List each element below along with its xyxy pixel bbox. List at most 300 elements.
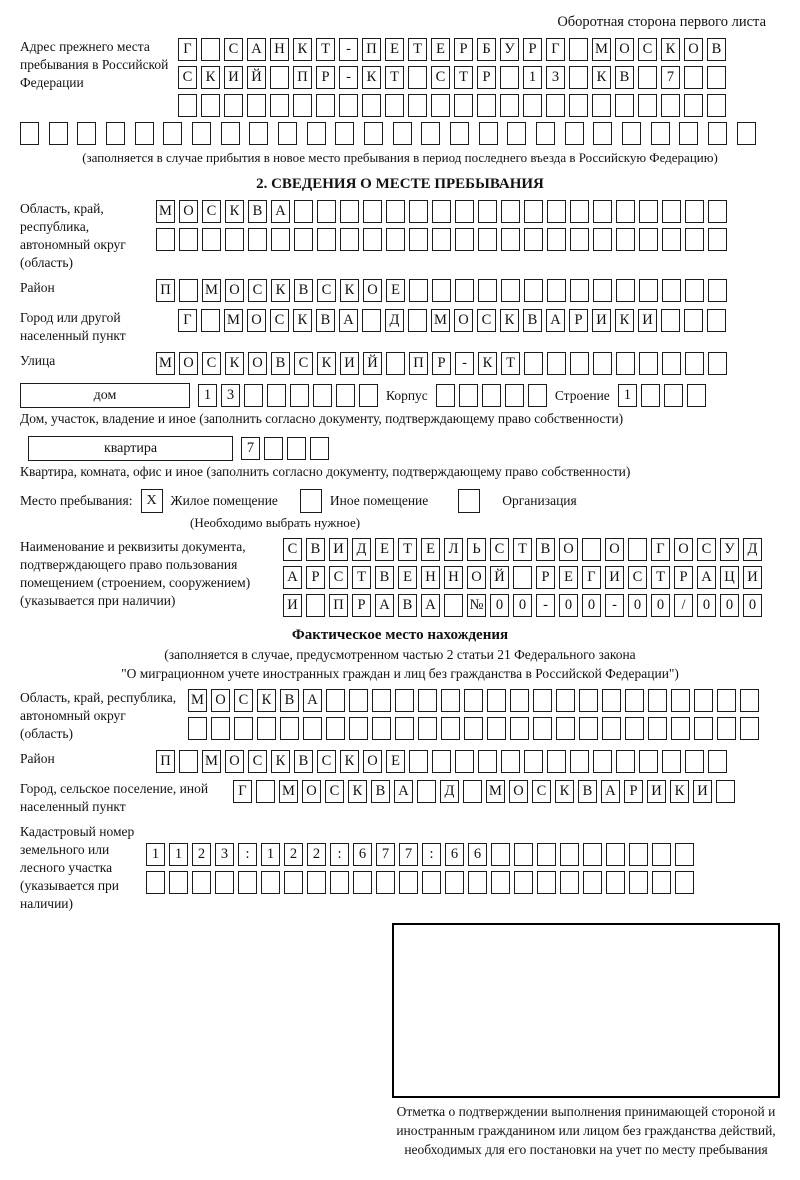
form-cell: С <box>638 38 657 61</box>
form-cell <box>340 200 359 223</box>
form-cell: С <box>248 279 267 302</box>
form-cell <box>192 122 211 145</box>
form-cell <box>615 94 634 117</box>
form-cell <box>306 594 325 617</box>
form-cell <box>524 200 543 223</box>
form-cell: И <box>693 780 712 803</box>
stay-type-label: Место пребывания: <box>20 493 133 508</box>
form-cell: С <box>628 566 647 589</box>
document-rows <box>283 538 762 617</box>
form-cell <box>179 228 198 251</box>
form-cell <box>707 309 726 332</box>
form-cell: В <box>615 66 634 89</box>
form-cell <box>570 200 589 223</box>
form-cell: 6 <box>468 843 487 866</box>
form-cell <box>221 122 240 145</box>
form-cell <box>335 122 354 145</box>
form-cell: И <box>340 352 359 375</box>
form-cell: О <box>454 309 473 332</box>
form-cell: 7 <box>241 437 260 460</box>
form-cell: К <box>661 38 680 61</box>
form-cell <box>257 717 276 740</box>
form-cell <box>675 871 694 894</box>
form-cell <box>441 689 460 712</box>
form-cell <box>708 750 727 773</box>
form-cell: Р <box>306 566 325 589</box>
form-cell <box>569 38 588 61</box>
actual-region-row-2 <box>188 717 759 740</box>
form-cell <box>307 871 326 894</box>
form-cell <box>432 279 451 302</box>
form-cell: 1 <box>523 66 542 89</box>
form-cell <box>135 122 154 145</box>
form-cell: 2 <box>284 843 303 866</box>
form-cell: Д <box>352 538 371 561</box>
document-label: Наименование и реквизиты документа, подтверждающего право пользования помещением (строением, сооружением) (указывается при наличии) <box>20 539 251 608</box>
form-cell: М <box>202 279 221 302</box>
form-cell <box>625 689 644 712</box>
form-cell <box>454 94 473 117</box>
form-cell: Г <box>233 780 252 803</box>
house-cells <box>198 384 378 407</box>
form-cell <box>278 122 297 145</box>
form-cell <box>501 279 520 302</box>
form-cell: С <box>202 352 221 375</box>
form-cell <box>20 122 39 145</box>
form-cell: С <box>294 352 313 375</box>
actual-district-block <box>20 750 780 773</box>
form-cell <box>707 94 726 117</box>
form-cell <box>408 66 427 89</box>
form-cell <box>432 200 451 223</box>
form-cell: 6 <box>353 843 372 866</box>
form-cell <box>708 352 727 375</box>
form-cell: А <box>283 566 302 589</box>
form-cell <box>340 228 359 251</box>
form-cell <box>238 871 257 894</box>
form-cell: А <box>697 566 716 589</box>
form-cell <box>418 717 437 740</box>
form-cell <box>455 279 474 302</box>
form-cell: Е <box>431 38 450 61</box>
apartment-cells <box>241 437 329 460</box>
form-cell: Р <box>674 566 693 589</box>
form-cell <box>501 228 520 251</box>
form-cell <box>487 689 506 712</box>
form-cell <box>294 200 313 223</box>
district-label: Район <box>20 280 55 295</box>
form-cell <box>359 384 378 407</box>
form-cell: Й <box>490 566 509 589</box>
form-cell: 0 <box>697 594 716 617</box>
form-cell <box>224 94 243 117</box>
form-cell <box>421 122 440 145</box>
form-cell: С <box>270 309 289 332</box>
form-cell: Т <box>454 66 473 89</box>
form-cell <box>684 94 703 117</box>
form-cell <box>639 279 658 302</box>
form-cell <box>524 750 543 773</box>
form-cell <box>528 384 547 407</box>
form-cell: М <box>592 38 611 61</box>
actual-city-label: Город, сельское поселение, иной населенный пункт <box>20 781 209 814</box>
form-cell <box>349 717 368 740</box>
actual-location-subtitle-2: "О миграционном учете иностранных граждан и лиц без гражданства в Российской Федерации") <box>121 666 679 681</box>
form-cell <box>639 352 658 375</box>
form-cell <box>293 94 312 117</box>
form-cell <box>500 94 519 117</box>
form-cell <box>537 843 556 866</box>
form-cell: О <box>467 566 486 589</box>
actual-city-block <box>20 780 780 816</box>
prev-address-row-4 <box>20 122 756 145</box>
house-row <box>20 383 780 408</box>
form-cell <box>501 750 520 773</box>
form-cell <box>178 94 197 117</box>
form-cell: А <box>375 594 394 617</box>
form-cell: С <box>283 538 302 561</box>
form-cell <box>510 689 529 712</box>
form-cell: 2 <box>307 843 326 866</box>
form-cell <box>408 309 427 332</box>
form-cell <box>225 228 244 251</box>
actual-district-label: Район <box>20 751 55 766</box>
form-cell <box>179 279 198 302</box>
form-cell: М <box>156 352 175 375</box>
actual-location-subtitle-1: (заполняется в случае, предусмотренном частью 2 статьи 21 Федерального закона <box>164 647 636 662</box>
form-cell <box>294 228 313 251</box>
form-cell: М <box>486 780 505 803</box>
region-row-1 <box>156 200 727 223</box>
form-cell: Й <box>363 352 382 375</box>
form-cell <box>569 66 588 89</box>
form-cell <box>249 122 268 145</box>
actual-region-label: Область, край, республика, автономный округ (область) <box>20 690 177 741</box>
form-cell <box>616 200 635 223</box>
street-label: Улица <box>20 353 56 368</box>
form-cell <box>363 200 382 223</box>
form-cell: И <box>638 309 657 332</box>
form-cell: Р <box>536 566 555 589</box>
form-cell <box>661 94 680 117</box>
form-cell <box>77 122 96 145</box>
form-cell <box>565 122 584 145</box>
form-cell: Р <box>569 309 588 332</box>
form-cell <box>491 871 510 894</box>
form-cell <box>570 352 589 375</box>
form-cell: О <box>363 750 382 773</box>
form-cell: В <box>375 566 394 589</box>
form-cell <box>393 122 412 145</box>
form-cell <box>163 122 182 145</box>
apartment-caption: Квартира, комната, офис и иное (заполнить согласно документу, подтверждающему право собственности) <box>20 464 631 479</box>
form-cell: К <box>478 352 497 375</box>
form-cell <box>536 122 555 145</box>
form-cell <box>399 871 418 894</box>
form-cell: Е <box>559 566 578 589</box>
form-cell <box>500 66 519 89</box>
form-cell: 3 <box>221 384 240 407</box>
form-cell <box>215 871 234 894</box>
form-cell: 7 <box>376 843 395 866</box>
form-cell <box>156 228 175 251</box>
form-cell: К <box>293 38 312 61</box>
form-cell <box>455 750 474 773</box>
form-cell: Г <box>651 538 670 561</box>
section2-title: 2. СВЕДЕНИЯ О МЕСТЕ ПРЕБЫВАНИЯ <box>256 176 544 192</box>
actual-location-title: Фактическое место нахождения <box>291 627 509 643</box>
form-cell <box>336 384 355 407</box>
cadastral-block <box>20 823 780 913</box>
form-cell <box>533 717 552 740</box>
form-cell <box>593 122 612 145</box>
form-cell: Г <box>178 38 197 61</box>
form-cell <box>409 228 428 251</box>
korpus-label: Корпус <box>386 387 428 403</box>
form-cell <box>395 689 414 712</box>
form-cell: Ц <box>720 566 739 589</box>
form-cell: А <box>394 780 413 803</box>
document-block <box>20 538 780 617</box>
form-cell: Р <box>352 594 371 617</box>
form-cell <box>684 66 703 89</box>
form-cell <box>629 871 648 894</box>
form-cell: О <box>509 780 528 803</box>
form-cell: Ь <box>467 538 486 561</box>
form-cell <box>622 122 641 145</box>
form-cell <box>514 871 533 894</box>
form-cell <box>582 538 601 561</box>
form-cell <box>671 689 690 712</box>
form-cell <box>685 279 704 302</box>
form-cell: П <box>293 66 312 89</box>
form-cell: В <box>578 780 597 803</box>
form-cell <box>385 94 404 117</box>
form-cell <box>602 689 621 712</box>
form-cell: - <box>339 66 358 89</box>
form-cell <box>464 717 483 740</box>
form-cell <box>436 384 455 407</box>
header-note: Оборотная сторона первого листа <box>557 14 766 30</box>
form-cell <box>625 717 644 740</box>
form-cell <box>49 122 68 145</box>
form-cell: К <box>362 66 381 89</box>
form-cell <box>694 689 713 712</box>
form-cell <box>418 689 437 712</box>
form-cell: О <box>179 200 198 223</box>
form-cell: 0 <box>513 594 532 617</box>
form-cell <box>271 228 290 251</box>
form-cell <box>708 279 727 302</box>
form-cell <box>316 94 335 117</box>
form-cell <box>593 352 612 375</box>
form-cell: К <box>592 66 611 89</box>
form-cell <box>372 689 391 712</box>
form-cell: Н <box>270 38 289 61</box>
form-cell: Е <box>421 538 440 561</box>
actual-region-rows <box>188 689 759 743</box>
stroenie-label: Строение <box>554 387 610 403</box>
form-cell <box>662 352 681 375</box>
form-cell: К <box>500 309 519 332</box>
form-cell <box>662 279 681 302</box>
form-cell <box>708 122 727 145</box>
form-cell: - <box>339 38 358 61</box>
form-cell <box>450 122 469 145</box>
apartment-row <box>28 436 780 461</box>
city-label: Город или другой населенный пункт <box>20 310 126 343</box>
form-cell: К <box>293 309 312 332</box>
form-cell <box>514 843 533 866</box>
korpus-cells <box>436 384 547 407</box>
confirmation-block <box>392 923 780 1159</box>
form-cell: 3 <box>215 843 234 866</box>
form-cell: С <box>329 566 348 589</box>
district-block <box>20 279 780 302</box>
actual-district-row <box>156 750 727 773</box>
form-cell: С <box>248 750 267 773</box>
form-cell: К <box>340 279 359 302</box>
form-cell <box>303 717 322 740</box>
form-cell: О <box>248 352 267 375</box>
form-cell: 1 <box>261 843 280 866</box>
form-cell <box>707 66 726 89</box>
form-cell <box>684 309 703 332</box>
form-cell: - <box>605 594 624 617</box>
form-cell: О <box>211 689 230 712</box>
form-cell: 1 <box>169 843 188 866</box>
prev-address-caption: (заполняется в случае прибытия в новое место пребывания в период последнего въезда в Российскую Федерацию) <box>82 150 718 165</box>
region-rows <box>156 200 727 272</box>
stay-type-row <box>20 489 780 513</box>
form-cell: А <box>421 594 440 617</box>
form-cell <box>487 717 506 740</box>
form-cell: В <box>294 279 313 302</box>
form-cell <box>106 122 125 145</box>
form-cell: О <box>559 538 578 561</box>
form-cell <box>685 200 704 223</box>
form-cell: Т <box>385 66 404 89</box>
street-row <box>156 352 727 375</box>
form-cell: И <box>329 538 348 561</box>
form-cell: К <box>271 750 290 773</box>
form-cell <box>247 94 266 117</box>
form-cell <box>583 843 602 866</box>
form-cell: В <box>707 38 726 61</box>
form-cell <box>537 871 556 894</box>
form-cell <box>652 843 671 866</box>
form-cell <box>386 228 405 251</box>
form-cell: № <box>467 594 486 617</box>
form-cell <box>628 538 647 561</box>
form-cell: П <box>329 594 348 617</box>
form-cell: И <box>647 780 666 803</box>
form-cell: М <box>188 689 207 712</box>
street-block <box>20 352 780 375</box>
form-cell <box>556 717 575 740</box>
form-cell <box>386 200 405 223</box>
form-cell: С <box>697 538 716 561</box>
form-cell: Г <box>178 309 197 332</box>
form-cell: К <box>348 780 367 803</box>
form-cell: И <box>283 594 302 617</box>
form-cell <box>629 843 648 866</box>
form-cell <box>602 717 621 740</box>
actual-region-block <box>20 689 780 743</box>
form-cell: Д <box>743 538 762 561</box>
form-cell: : <box>330 843 349 866</box>
form-cell <box>211 717 230 740</box>
form-cell <box>570 279 589 302</box>
form-cell <box>284 871 303 894</box>
form-cell <box>169 871 188 894</box>
form-cell: О <box>684 38 703 61</box>
form-cell: Р <box>316 66 335 89</box>
form-cell <box>685 352 704 375</box>
form-cell: У <box>720 538 739 561</box>
prev-address-label: Адрес прежнего места пребывания в Российской Федерации <box>20 39 169 90</box>
cadastral-label: Кадастровый номер земельного или лесного участка (указывается при наличии) <box>20 824 135 911</box>
form-cell <box>679 122 698 145</box>
form-cell: С <box>317 279 336 302</box>
form-cell <box>662 200 681 223</box>
form-cell: 0 <box>651 594 670 617</box>
form-cell <box>717 689 736 712</box>
form-cell <box>547 228 566 251</box>
form-cell <box>547 352 566 375</box>
form-cell: К <box>201 66 220 89</box>
form-cell: 2 <box>192 843 211 866</box>
form-cell: О <box>225 750 244 773</box>
form-cell <box>523 94 542 117</box>
form-cell <box>455 200 474 223</box>
form-cell: К <box>317 352 336 375</box>
form-cell: Е <box>386 279 405 302</box>
form-cell: Е <box>398 566 417 589</box>
form-cell <box>641 384 660 407</box>
form-cell <box>491 843 510 866</box>
form-cell <box>694 717 713 740</box>
form-cell: О <box>302 780 321 803</box>
form-cell <box>432 228 451 251</box>
form-cell <box>376 871 395 894</box>
form-cell <box>146 871 165 894</box>
form-cell <box>313 384 332 407</box>
form-cell: 0 <box>582 594 601 617</box>
form-cell: В <box>294 750 313 773</box>
form-cell <box>662 228 681 251</box>
form-cell <box>417 780 436 803</box>
form-cell: Т <box>408 38 427 61</box>
form-cell <box>270 66 289 89</box>
form-cell: К <box>271 279 290 302</box>
region-row-2 <box>156 228 727 251</box>
form-cell <box>192 871 211 894</box>
form-cell <box>740 717 759 740</box>
form-cell <box>330 871 349 894</box>
form-cell: 3 <box>546 66 565 89</box>
form-cell <box>441 717 460 740</box>
form-cell: 1 <box>198 384 217 407</box>
form-cell <box>339 94 358 117</box>
form-cell <box>639 750 658 773</box>
form-cell <box>478 200 497 223</box>
form-cell: 1 <box>146 843 165 866</box>
form-cell: О <box>247 309 266 332</box>
form-cell: Т <box>352 566 371 589</box>
form-cell <box>505 384 524 407</box>
house-box: дом <box>20 383 190 408</box>
